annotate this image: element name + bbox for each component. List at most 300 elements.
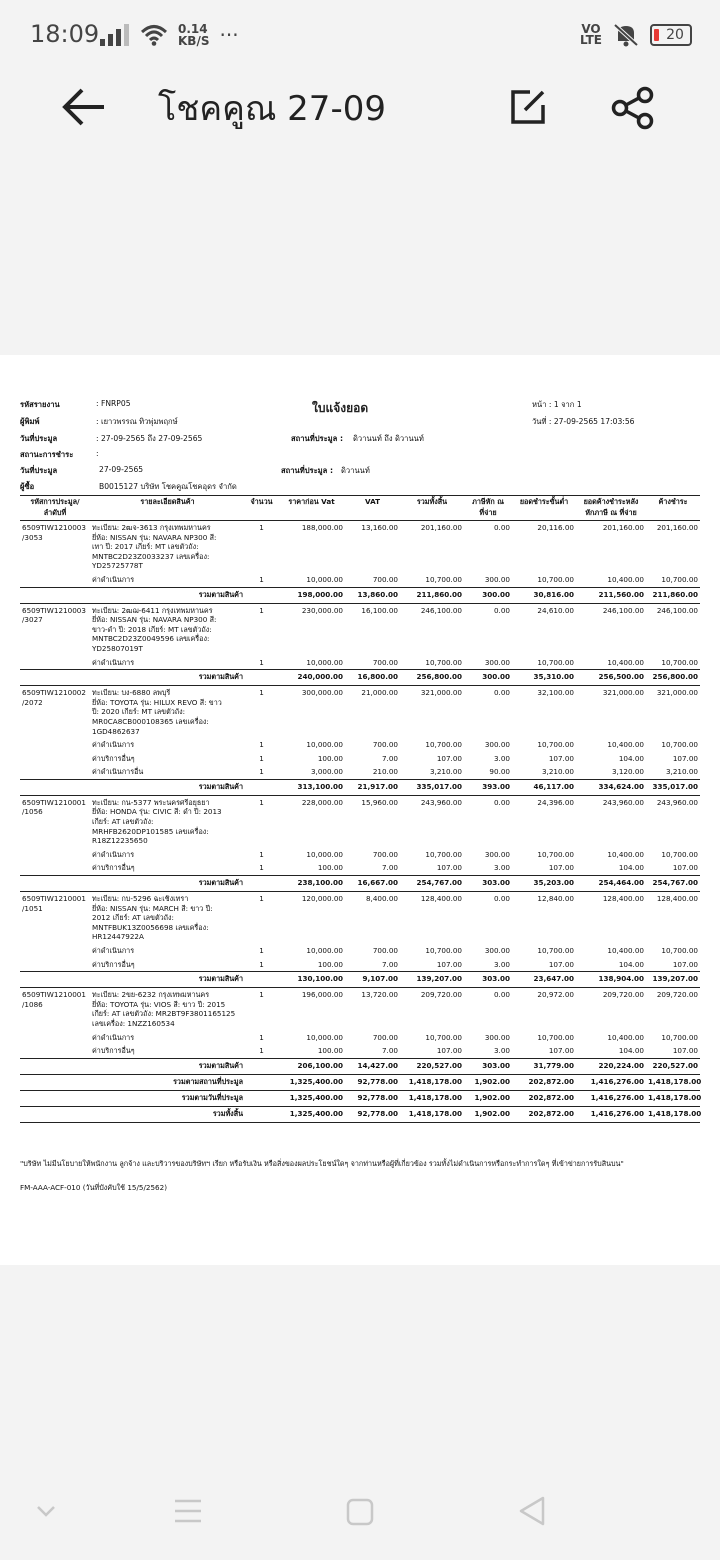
cell-vat: 7.00 (381, 863, 398, 873)
cell-code (20, 752, 90, 766)
cell-due: 1,418,178.00 (646, 1074, 700, 1090)
field-label: สถานะการชำระ (20, 450, 74, 459)
column-header: ยอดค้างชำระหลัง หักภาษี ณ ที่จ่าย (576, 496, 646, 521)
field-label: วันที่ประมูล (20, 466, 58, 475)
cell-due: 3,210.00 (665, 767, 698, 777)
statement-table (20, 495, 700, 1123)
cell-due: 211,860.00 (646, 587, 700, 603)
cell-due: 254,767.00 (646, 876, 700, 892)
cell-min: 10,700.00 (537, 946, 574, 955)
cell-wht: 393.00 (464, 779, 512, 795)
menu-icon[interactable] (174, 1498, 202, 1524)
cell-min: 23,647.00 (512, 972, 576, 988)
buyer-value: B0015127 บริษัท โชคคูณโชคอุดร จำกัด (99, 482, 237, 491)
cell-pre: 100.00 (317, 863, 343, 873)
cell-wht: 3.00 (493, 1046, 510, 1056)
network-speed-value: 0.14 (178, 22, 208, 36)
pdf-document-page (0, 355, 720, 1265)
cell-qty: 1 (259, 740, 264, 750)
battery-fill (654, 29, 659, 41)
cell-total: 211,860.00 (400, 587, 464, 603)
table-row (20, 861, 700, 875)
cell-desc: ทะเบียน: 2ฒจ-3613 กรุงเทพมหานคร ยี่ห้อ: NISSAN รุ่น: NAVARA NP300 สี: เทา ปี: 2017 เกียร์: MT เลขตัวถัง: MNTBC2D23Z0033237 เลขเครื่อง: YD25725778T (92, 523, 217, 571)
cell-wht: 0.00 (493, 688, 510, 698)
cell-qty: 1 (259, 767, 264, 777)
field-label: ผู้พิมพ์ (20, 417, 40, 426)
cell-after: 201,160.00 (602, 523, 644, 532)
cell-code (20, 861, 90, 875)
table-row (20, 1031, 700, 1045)
cell-total: 335,017.00 (400, 779, 464, 795)
cell-desc: ค่าดำเนินการอื่น (92, 767, 144, 777)
cell-wht: 300.00 (484, 657, 510, 667)
cell-code (20, 876, 90, 892)
cell-qty (245, 1058, 278, 1074)
table-row (20, 603, 700, 655)
mute-icon (612, 23, 640, 47)
cell-min: 202,872.00 (512, 1106, 576, 1122)
table-header-row (20, 496, 700, 521)
back-triangle-icon[interactable] (518, 1496, 546, 1526)
cell-pre: 100.00 (317, 1046, 343, 1056)
cell-code: 6509TIW1210001 /1051 (22, 894, 86, 913)
cell-wht: 0.00 (493, 894, 510, 904)
cell-desc: รวมตามสินค้า (90, 779, 245, 795)
cell-min: 107.00 (548, 863, 574, 873)
cell-due: 220,527.00 (646, 1058, 700, 1074)
cell-min: 20,972.00 (537, 990, 574, 1000)
wifi-icon (140, 24, 168, 46)
cell-due: 1,418,178.00 (646, 1106, 700, 1122)
table-row (20, 958, 700, 972)
column-header: รวมทั้งสิ้น (400, 496, 464, 521)
cell-min: 30,816.00 (512, 587, 576, 603)
report-code-row (20, 399, 60, 411)
subtotal-row (20, 972, 700, 988)
cell-pre: 1,325,400.00 (278, 1074, 345, 1090)
place-value: ดิวานนท์ (341, 466, 370, 475)
cell-qty: 1 (259, 797, 264, 807)
cell-due: 10,700.00 (661, 657, 698, 667)
auction-date2-label-row (20, 465, 57, 477)
field-label: รหัสรายงาน (20, 400, 60, 409)
cell-desc: รวมตามสินค้า (90, 876, 245, 892)
page-info: หน้า : 1 จาก 1 (532, 400, 582, 409)
signal-icon (100, 24, 130, 46)
cell-total: 201,160.00 (420, 523, 462, 532)
cell-vat: 7.00 (381, 753, 398, 763)
status-time: 18:09 (30, 20, 100, 48)
cell-after: 10,400.00 (607, 657, 644, 667)
cell-code (20, 1090, 90, 1106)
cell-min: 12,840.00 (537, 894, 574, 904)
column-header: รายละเอียดสินค้า (90, 496, 245, 521)
total-row (20, 1074, 700, 1090)
cell-after: 3,120.00 (611, 767, 644, 777)
column-header: รหัสการประมูล/ ลำดับที่ (20, 496, 90, 521)
home-icon[interactable] (346, 1498, 374, 1526)
cell-vat: 16,100.00 (361, 605, 398, 615)
column-header: ภาษีหัก ณ ที่จ่าย (464, 496, 512, 521)
table-row (20, 752, 700, 766)
disclaimer-text: "บริษัท ไม่มีนโยบายให้พนักงาน ลูกจ้าง และบริวารของบริษัทฯ เรียก หรือรับเงิน หรือสิ่งของผลประโยชน์ใดๆ จากท่านหรือผู้ที่เกี่ยวข้อง รวมทั้งไม่ดำเนินการหรือกระทำการใดๆ ที่เข้าข่ายการรับสินบน" (20, 1159, 624, 1168)
cell-min: 107.00 (548, 753, 574, 763)
cell-wht: 300.00 (484, 740, 510, 750)
cell-min: 10,700.00 (537, 1032, 574, 1042)
cell-code (20, 1031, 90, 1045)
cell-wht: 303.00 (464, 1058, 512, 1074)
cell-code (20, 1106, 90, 1122)
cell-desc: ทะเบียน: บง-6880 ลพบุรี ยี่ห้อ: TOYOTA รุ่น: HILUX REVO สี: ขาว ปี: 2020 เกียร์: MT เลขตัวถัง: MR0CA8CB000108365 เลขเครื่อง: 1GD4862637 (92, 688, 222, 736)
cell-qty (245, 1106, 278, 1122)
cell-pre: 230,000.00 (301, 605, 343, 615)
cell-vat: 13,160.00 (361, 523, 398, 532)
cell-desc: รวมตามสถานที่ประมูล (90, 1074, 245, 1090)
cell-total: 321,000.00 (420, 688, 462, 698)
cell-after: 104.00 (618, 863, 644, 873)
payment-status-value: : (96, 449, 99, 458)
cell-wht: 300.00 (464, 587, 512, 603)
cell-code: 6509TIW1210001 /1086 (22, 990, 86, 1009)
cell-due: 107.00 (672, 1046, 698, 1056)
cell-due: 243,960.00 (656, 797, 698, 807)
cell-pre: 198,000.00 (278, 587, 345, 603)
column-header: VAT (345, 496, 400, 521)
cell-after: 10,400.00 (607, 849, 644, 859)
cell-pre: 313,100.00 (278, 779, 345, 795)
cell-vat: 14,427.00 (345, 1058, 400, 1074)
cell-pre: 10,000.00 (306, 574, 343, 584)
cell-pre: 120,000.00 (301, 894, 343, 904)
cell-desc: ทะเบียน: กบ-5296 ฉะเชิงเทรา ยี่ห้อ: NISSAN รุ่น: MARCH สี: ขาว ปี: 2012 เกียร์: AT เลขตัวถัง: MNTFBUK13Z0056698 เลขเครื่อง: HR12447922A (92, 894, 213, 942)
cell-min: 10,700.00 (537, 849, 574, 859)
cell-pre: 10,000.00 (306, 849, 343, 859)
cell-wht: 0.00 (493, 605, 510, 615)
cell-total: 3,210.00 (429, 767, 462, 777)
printer-label-row (20, 416, 39, 428)
cell-total: 1,418,178.00 (400, 1090, 464, 1106)
cell-after: 10,400.00 (607, 574, 644, 584)
cell-min: 20,116.00 (537, 523, 574, 532)
cell-pre: 10,000.00 (306, 1032, 343, 1042)
table-row (20, 521, 700, 573)
place-range: ดิวานนท์ ถึง ดิวานนท์ (353, 434, 424, 443)
cell-after: 246,100.00 (602, 605, 644, 615)
cell-due: 1,418,178.00 (646, 1090, 700, 1106)
volte-line2: LTE (579, 33, 602, 47)
cell-after: 1,416,276.00 (576, 1106, 646, 1122)
cell-code (20, 848, 90, 862)
cell-qty: 1 (259, 1046, 264, 1056)
cell-wht: 300.00 (464, 670, 512, 686)
cell-after: 104.00 (618, 959, 644, 969)
report-code-value: : FNRP05 (96, 399, 131, 408)
cell-pre: 130,100.00 (278, 972, 345, 988)
cell-pre: 100.00 (317, 959, 343, 969)
cell-after: 10,400.00 (607, 946, 644, 955)
cell-pre: 1,325,400.00 (278, 1106, 345, 1122)
cell-due: 209,720.00 (656, 990, 698, 1000)
cell-qty: 1 (259, 657, 264, 667)
cell-vat: 700.00 (372, 849, 398, 859)
cell-min: 10,700.00 (537, 657, 574, 667)
cell-wht: 3.00 (493, 959, 510, 969)
cell-desc: รวมตามสินค้า (90, 1058, 245, 1074)
cell-wht: 300.00 (484, 946, 510, 955)
cell-code (20, 587, 90, 603)
cell-desc: ทะเบียน: 2ฒฌ-6411 กรุงเทพมหานคร ยี่ห้อ: NISSAN รุ่น: NAVARA NP300 สี: ขาว-ดำ ปี: 2018 เกียร์: MT เลขตัวถัง: MNTBC2D23Z0049596 เลขเครื่อง: YD25807019T (92, 605, 217, 653)
cell-pre: 196,000.00 (301, 990, 343, 1000)
field-label: ผู้ซื้อ (20, 482, 35, 491)
system-nav-bar (0, 1462, 720, 1560)
cell-after: 10,400.00 (607, 740, 644, 750)
cell-min: 202,872.00 (512, 1074, 576, 1090)
cell-desc: ค่าบริการอื่นๆ (92, 1046, 135, 1056)
field-label: วันที่ประมูล (20, 434, 58, 443)
cell-total: 209,720.00 (420, 990, 462, 1000)
back-arrow-icon[interactable] (60, 87, 108, 127)
cell-pre: 300,000.00 (301, 688, 343, 698)
table-body (20, 521, 700, 1123)
page-title: โชคคูณ 27-09 (158, 89, 386, 129)
table-row (20, 795, 700, 847)
cell-desc: ทะเบียน: กน-5377 พระนครศรีอยุธยา ยี่ห้อ: HONDA รุ่น: CIVIC สี: ดำ ปี: 2013 เกียร์: AT เลขตัวถัง: MRHFB2620DP101585 เลขเครื่อง: R18Z12235650 (92, 797, 222, 846)
cell-pre: 10,000.00 (306, 657, 343, 667)
cell-vat: 7.00 (381, 959, 398, 969)
cell-total: 1,418,178.00 (400, 1074, 464, 1090)
cell-due: 107.00 (672, 753, 698, 763)
cell-desc: รวมตามสินค้า (90, 972, 245, 988)
cell-min: 46,117.00 (512, 779, 576, 795)
cell-due: 128,400.00 (656, 894, 698, 904)
cell-due: 107.00 (672, 959, 698, 969)
cell-desc: ค่าดำเนินการ (92, 1032, 135, 1042)
cell-vat: 7.00 (381, 1046, 398, 1056)
cell-qty: 1 (259, 990, 264, 1000)
cell-due: 139,207.00 (646, 972, 700, 988)
form-code: FM-AAA-ACF-010 (วันที่บังคับใช้ 15/5/2562) (20, 1183, 168, 1192)
cell-qty: 1 (259, 946, 264, 955)
cell-vat: 21,000.00 (361, 688, 398, 698)
cell-min: 24,610.00 (537, 605, 574, 615)
cell-vat: 15,960.00 (361, 797, 398, 807)
table-row (20, 573, 700, 587)
cell-vat: 13,720.00 (361, 990, 398, 1000)
cell-qty (245, 876, 278, 892)
column-header: ราคาก่อน Vat (278, 496, 345, 521)
subtotal-row (20, 587, 700, 603)
status-right-icons (580, 22, 692, 48)
cell-code (20, 670, 90, 686)
battery-indicator (650, 24, 692, 46)
table-row (20, 1044, 700, 1058)
cell-vat: 92,778.00 (345, 1106, 400, 1122)
cell-due: 321,000.00 (656, 688, 698, 698)
cell-total: 107.00 (436, 753, 462, 763)
cell-after: 211,560.00 (576, 587, 646, 603)
cell-after: 220,224.00 (576, 1058, 646, 1074)
cell-desc: รวมทั้งสิ้น (90, 1106, 245, 1122)
cell-code (20, 1074, 90, 1090)
cell-min: 35,203.00 (512, 876, 576, 892)
cell-total: 220,527.00 (400, 1058, 464, 1074)
cell-total: 246,100.00 (420, 605, 462, 615)
buyer-label-row (20, 481, 34, 493)
cell-total: 10,700.00 (425, 849, 462, 859)
cell-code (20, 765, 90, 779)
cell-pre: 206,100.00 (278, 1058, 345, 1074)
volte-line1: VO (581, 22, 601, 36)
cell-pre: 100.00 (317, 753, 343, 763)
cell-wht: 1,902.00 (464, 1106, 512, 1122)
payment-status-label-row (20, 449, 73, 461)
cell-desc: รวมตามวันที่ประมูล (90, 1090, 245, 1106)
cell-pre: 3,000.00 (310, 767, 343, 777)
cell-total: 128,400.00 (420, 894, 462, 904)
cell-wht: 303.00 (464, 972, 512, 988)
cell-qty (245, 1090, 278, 1106)
cell-total: 107.00 (436, 863, 462, 873)
cell-total: 254,767.00 (400, 876, 464, 892)
subtotal-row (20, 779, 700, 795)
cell-total: 10,700.00 (425, 657, 462, 667)
place2-label: สถานที่ประมูล : (281, 466, 334, 475)
total-row (20, 1106, 700, 1122)
cell-desc: ทะเบียน: 2ขย-6232 กรุงเทพมหานคร ยี่ห้อ: TOYOTA รุ่น: VIOS สี: ขาว ปี: 2015 เกียร์: AT เลขตัวถัง: MR2BT9F3801165125 เลขเครื่อง: 1NZZ160534 (92, 990, 236, 1028)
column-header: จำนวน (245, 496, 278, 521)
cell-after: 104.00 (618, 1046, 644, 1056)
cell-qty (245, 670, 278, 686)
share-icon[interactable] (610, 85, 656, 131)
cell-desc: ค่าบริการอื่นๆ (92, 959, 135, 969)
cell-qty (245, 972, 278, 988)
cell-wht: 90.00 (489, 767, 510, 777)
cell-vat: 700.00 (372, 1032, 398, 1042)
cell-after: 1,416,276.00 (576, 1074, 646, 1090)
auction-date-label-row (20, 433, 57, 445)
cell-due: 256,800.00 (646, 670, 700, 686)
cell-vat: 700.00 (372, 946, 398, 955)
cell-pre: 1,325,400.00 (278, 1090, 345, 1106)
cell-after: 128,400.00 (602, 894, 644, 904)
cell-total: 10,700.00 (425, 740, 462, 750)
cell-desc: ค่าดำเนินการ (92, 657, 135, 667)
cell-total: 10,700.00 (425, 1032, 462, 1042)
cell-min: 24,396.00 (537, 797, 574, 807)
cell-desc: ค่าดำเนินการ (92, 574, 135, 584)
cell-due: 107.00 (672, 863, 698, 873)
cell-code (20, 972, 90, 988)
cell-wht: 300.00 (484, 849, 510, 859)
cell-due: 10,700.00 (661, 946, 698, 955)
cell-wht: 1,902.00 (464, 1090, 512, 1106)
total-row (20, 1090, 700, 1106)
app-bar (0, 57, 720, 157)
cell-total: 256,800.00 (400, 670, 464, 686)
cell-desc: ค่าดำเนินการ (92, 849, 135, 859)
table-row (20, 892, 700, 944)
cell-qty: 1 (259, 753, 264, 763)
cell-after: 243,960.00 (602, 797, 644, 807)
cell-total: 10,700.00 (425, 946, 462, 955)
edit-icon[interactable] (508, 87, 548, 127)
cell-min: 107.00 (548, 959, 574, 969)
status-left-icons (100, 22, 239, 48)
cell-qty (245, 587, 278, 603)
table-row (20, 738, 700, 752)
cell-vat: 16,800.00 (345, 670, 400, 686)
subtotal-row (20, 876, 700, 892)
cell-total: 107.00 (436, 959, 462, 969)
printer-value: : เยาวพรรณ ทิวพุ่มพฤกษ์ (96, 417, 178, 426)
cell-code (20, 738, 90, 752)
column-header: ยอดชำระขั้นต่ำ (512, 496, 576, 521)
table-row (20, 656, 700, 670)
cell-code (20, 958, 90, 972)
cell-wht: 300.00 (484, 1032, 510, 1042)
cell-wht: 0.00 (493, 797, 510, 807)
report-title: ใบแจ้งยอด (312, 401, 369, 415)
cell-vat: 92,778.00 (345, 1074, 400, 1090)
cell-min: 31,779.00 (512, 1058, 576, 1074)
cell-pre: 10,000.00 (306, 946, 343, 955)
cell-qty: 1 (259, 894, 264, 904)
cell-pre: 228,000.00 (301, 797, 343, 807)
cell-code (20, 573, 90, 587)
cell-after: 138,904.00 (576, 972, 646, 988)
cell-after: 10,400.00 (607, 1032, 644, 1042)
cell-total: 10,700.00 (425, 574, 462, 584)
cell-min: 10,700.00 (537, 740, 574, 750)
cell-qty: 1 (259, 863, 264, 873)
cell-code: 6509TIW1210003 /3027 (22, 605, 86, 625)
cell-vat: 21,917.00 (345, 779, 400, 795)
cell-after: 334,624.00 (576, 779, 646, 795)
cell-after: 104.00 (618, 753, 644, 763)
chevron-down-icon[interactable] (36, 1504, 56, 1518)
cell-vat: 16,667.00 (345, 876, 400, 892)
network-speed-unit: KB/S (178, 34, 210, 48)
cell-vat: 700.00 (372, 657, 398, 667)
cell-due: 246,100.00 (656, 605, 698, 615)
subtotal-row (20, 1058, 700, 1074)
subtotal-row (20, 670, 700, 686)
cell-wht: 0.00 (493, 523, 510, 532)
cell-due: 10,700.00 (661, 574, 698, 584)
cell-desc: รวมตามสินค้า (90, 587, 245, 603)
cell-due: 335,017.00 (646, 779, 700, 795)
cell-code: 6509TIW1210003 /3053 (22, 523, 86, 542)
cell-qty: 1 (259, 574, 264, 584)
cell-after: 1,416,276.00 (576, 1090, 646, 1106)
table-row (20, 848, 700, 862)
cell-pre: 238,100.00 (278, 876, 345, 892)
cell-qty: 1 (259, 959, 264, 969)
cell-wht: 3.00 (493, 753, 510, 763)
table-row (20, 686, 700, 738)
cell-wht: 303.00 (464, 876, 512, 892)
cell-code (20, 779, 90, 795)
cell-qty (245, 1074, 278, 1090)
cell-total: 1,418,178.00 (400, 1106, 464, 1122)
cell-qty (245, 779, 278, 795)
cell-total: 243,960.00 (420, 797, 462, 807)
table-row (20, 765, 700, 779)
cell-pre: 10,000.00 (306, 740, 343, 750)
cell-qty: 1 (259, 688, 264, 698)
cell-code (20, 656, 90, 670)
cell-code (20, 1058, 90, 1074)
